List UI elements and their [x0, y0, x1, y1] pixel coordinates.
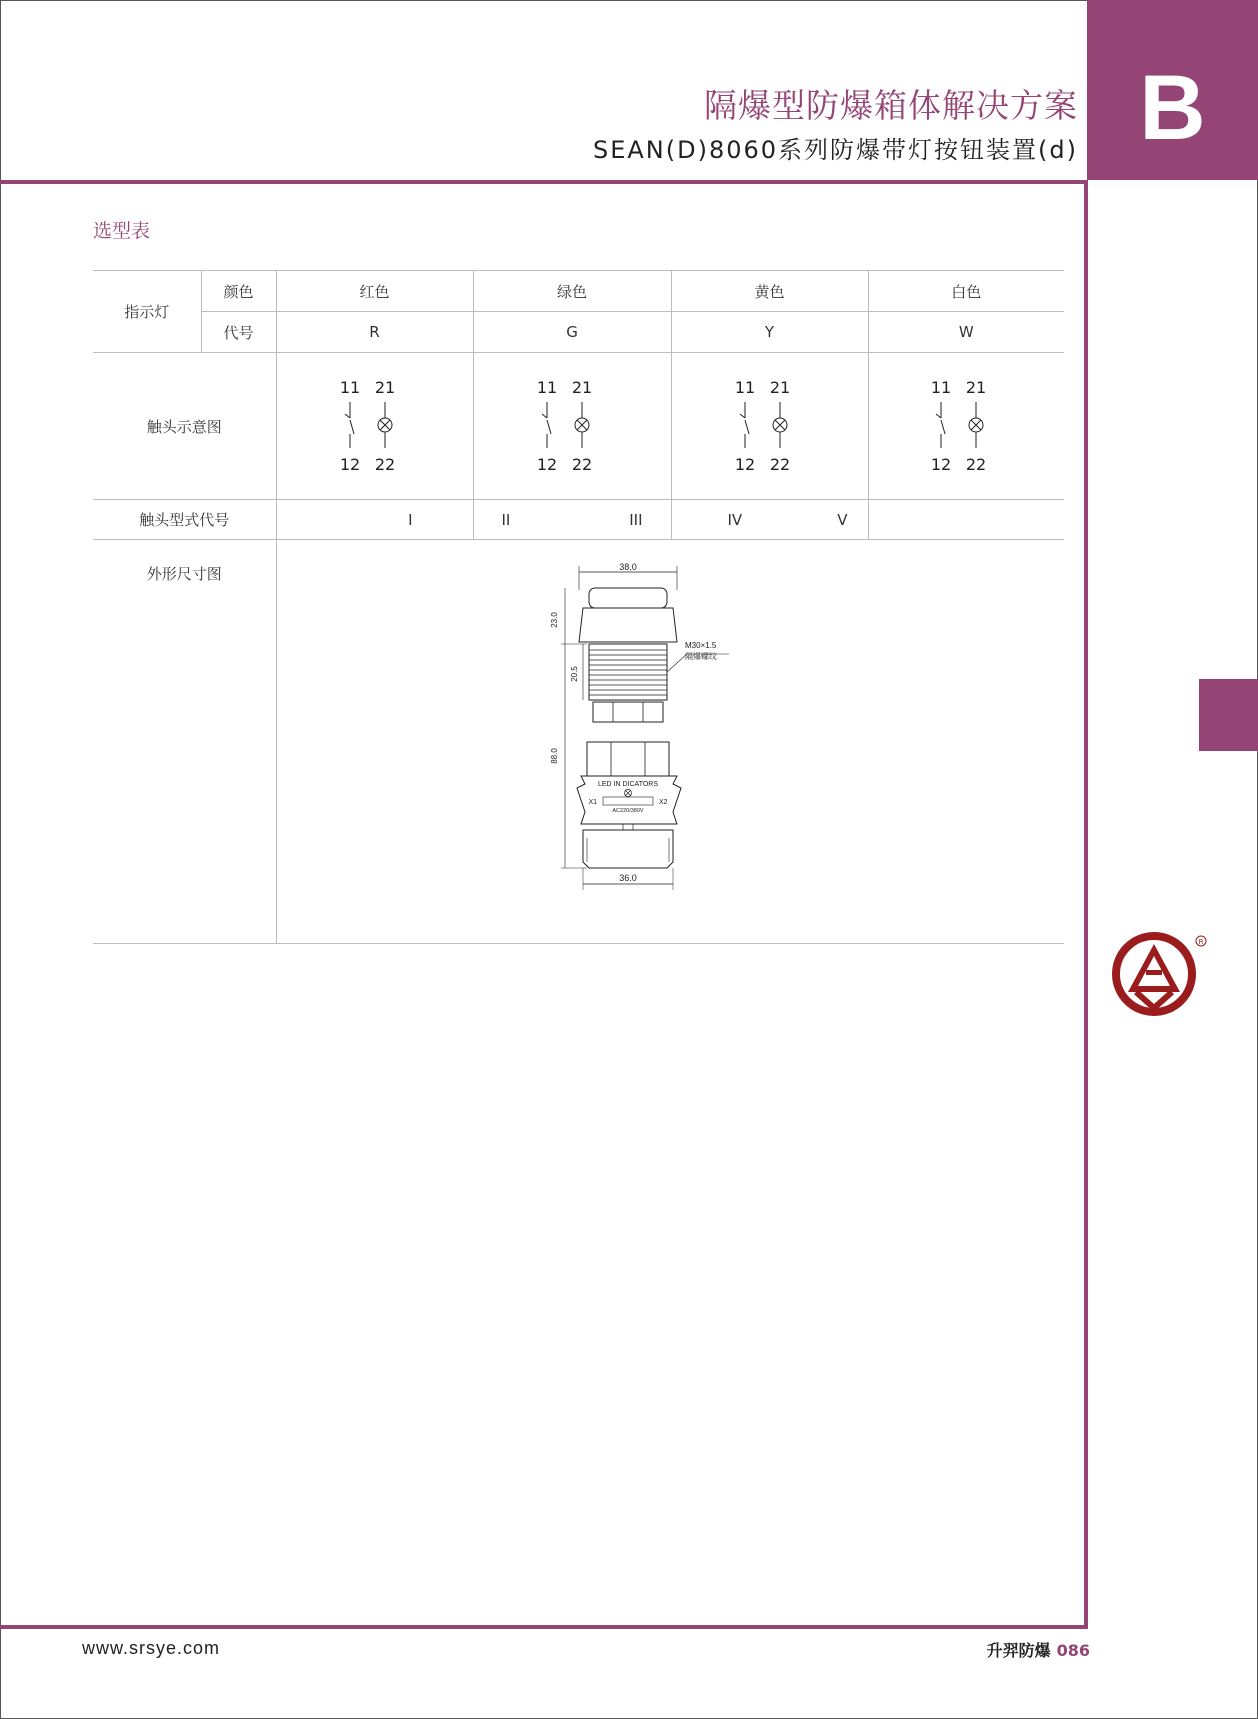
page-number: 086	[1056, 1641, 1090, 1660]
dim-height-total: 88.0	[549, 748, 559, 764]
schematic-label: 触头示意图	[93, 353, 276, 500]
header-divider	[0, 180, 1087, 184]
contact-schematic	[931, 376, 1001, 476]
right-divider	[1084, 180, 1088, 1628]
indicator-label: 指示灯	[93, 271, 201, 353]
svg-text:11: 11	[339, 378, 360, 397]
led-label: LED IN DICATORS	[597, 781, 658, 788]
schematic-cell	[671, 353, 868, 500]
voltage-label: AC220/380V	[611, 808, 644, 814]
color-white: 白色	[868, 271, 1064, 312]
thread-note: 隔爆螺纹	[684, 652, 717, 661]
company-logo-icon	[1110, 930, 1210, 1030]
dim-width-bottom: 36.0	[618, 873, 637, 883]
code-red: R	[276, 312, 473, 353]
svg-text:22: 22	[374, 455, 395, 474]
thread-spec: M30×1.5	[684, 641, 716, 650]
svg-text:11: 11	[537, 378, 558, 397]
page-subtitle: SEAN(D)8060系列防爆带灯按钮装置(d)	[592, 136, 1078, 164]
svg-text:21: 21	[374, 378, 395, 397]
side-index-marker	[1199, 679, 1258, 751]
contact-type-label	[93, 500, 276, 540]
svg-text:21: 21	[769, 378, 790, 397]
color-green: 绿色	[473, 271, 671, 312]
contact-type-ii: II	[501, 510, 511, 529]
svg-text:22: 22	[966, 455, 987, 474]
dimension-label: 外形尺寸图	[93, 540, 276, 944]
contact-type-cell-empty	[868, 500, 1064, 540]
contact-type-cell	[473, 500, 671, 540]
contact-type-cell	[671, 500, 868, 540]
dim-height-cap: 23.0	[549, 612, 559, 628]
contact-type-label-text: 触头型式代号	[139, 511, 230, 529]
svg-text:12: 12	[931, 455, 952, 474]
svg-text:21: 21	[571, 378, 593, 397]
code-label: 代号	[201, 312, 276, 353]
section-title: 选型表	[93, 220, 151, 242]
svg-text:21: 21	[966, 378, 987, 397]
page-title: 隔爆型防爆箱体解决方案	[704, 86, 1078, 125]
contact-type-iii: III	[629, 510, 643, 529]
svg-text:12: 12	[339, 455, 360, 474]
svg-text:11: 11	[734, 378, 755, 397]
svg-text:22: 22	[571, 455, 593, 474]
website-url: www.srsye.com	[82, 1638, 221, 1658]
dim-height-thread: 20.5	[569, 666, 579, 682]
brand-name: 升羿防爆	[986, 1641, 1051, 1660]
svg-text:22: 22	[769, 455, 790, 474]
dim-width-top: 38.0	[618, 562, 637, 572]
svg-text:R: R	[1198, 938, 1204, 946]
dimension-drawing-cell	[276, 540, 1064, 944]
svg-text:11: 11	[931, 378, 952, 397]
schematic-cell	[276, 353, 473, 500]
color-label: 颜色	[201, 271, 276, 312]
contact-schematic	[537, 376, 607, 476]
dimension-drawing	[547, 562, 767, 902]
contact-type-iv: IV	[727, 510, 743, 529]
color-red: 红色	[276, 271, 473, 312]
footer-brand	[987, 1638, 1090, 1661]
contact-type-v: V	[837, 510, 848, 529]
svg-text:12: 12	[537, 455, 558, 474]
schematic-cell	[868, 353, 1064, 500]
footer-divider	[0, 1625, 1088, 1629]
color-yellow: 黄色	[671, 271, 868, 312]
contact-type-i: I	[408, 510, 413, 529]
contact-schematic	[340, 376, 410, 476]
contact-schematic	[735, 376, 805, 476]
code-white: W	[868, 312, 1064, 353]
contact-type-cell	[276, 500, 473, 540]
terminal-x1: X1	[587, 799, 597, 806]
code-yellow: Y	[671, 312, 868, 353]
terminal-x2: X2	[658, 799, 668, 806]
selection-table	[93, 270, 1064, 944]
section-tab-letter: B	[1087, 0, 1258, 180]
schematic-cell	[473, 353, 671, 500]
svg-text:12: 12	[734, 455, 755, 474]
code-green: G	[473, 312, 671, 353]
